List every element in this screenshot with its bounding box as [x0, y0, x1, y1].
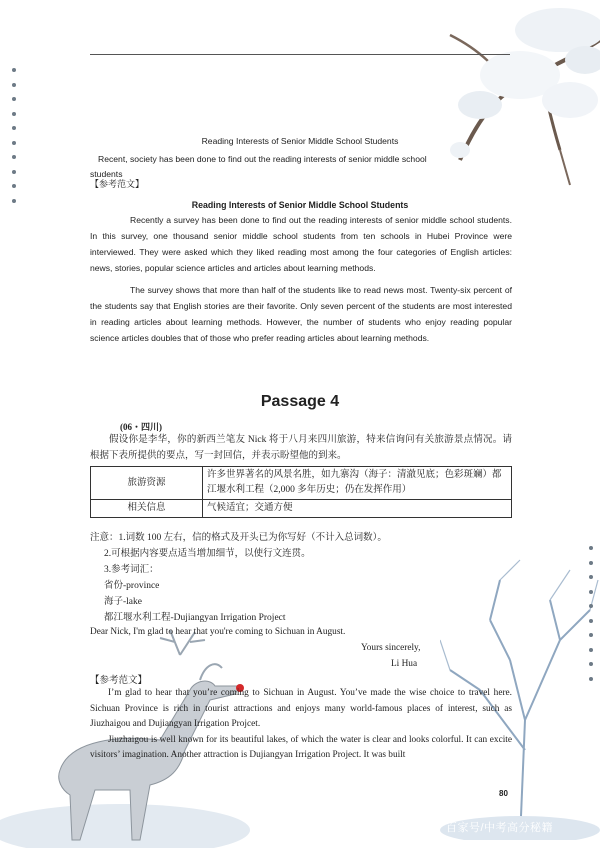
table-row: [91, 467, 512, 500]
vocab-item: 海子-lake: [104, 597, 142, 607]
decorative-dots-right: [589, 546, 593, 691]
table-value: 许多世界著名的风景名胜，如九寨沟（海子：清澈见底；色彩斑斓）都江堰水利工程（2,000 多年历史；仍在发挥作用）: [203, 467, 512, 500]
letter-opening: Dear Nick, I'm glad to hear that you're coming to Sichuan in August.: [90, 627, 346, 637]
notes: [90, 530, 520, 626]
table-value: 气候适宜；交通方便: [203, 500, 512, 518]
sample-essay-2: [90, 686, 512, 764]
vocab-item: 都江堰水利工程-Dujiangyan Irrigation Project: [104, 613, 286, 623]
sample-label-2: 【参考范文】: [90, 676, 148, 686]
letter-signature: Li Hua: [391, 659, 418, 669]
note-line: 注意：1.词数 100 左右，信的格式及开头已为你写好（不计入总词数）。: [90, 533, 387, 543]
sample-label-1: 【参考范文】: [90, 179, 145, 189]
vocab-item: 省份-province: [104, 581, 160, 591]
sample-title: Reading Interests of Senior Middle School Students: [191, 200, 409, 210]
essay-paragraph-1: I’m glad to hear that you’re coming to Sichuan in August. You’ve made the wise choice to travel here. Sichuan Province is rich in tourist attractions and enjoys many world-famous places of interest, such as Jiuzhaigou and Dujiangyan Irrigation Projcet.: [90, 688, 512, 730]
page-number: 80: [499, 789, 508, 798]
table-key: 旅游资源: [91, 467, 203, 500]
header-rule: [90, 54, 510, 55]
passage-source: (06・四川): [120, 422, 162, 432]
sample-paragraph-2: The survey shows that more than half of the students like to read news most. Twenty-six percent of the students say that English stories are their favorite. Only seven percent of the students are most interested in reading articles about learning methods. However, the number of students who enjoy reading popular science articles doubles that of those who prefer reading articles about learning methods.: [90, 285, 512, 343]
section1-prompt-cont: students: [90, 169, 123, 179]
sample-essay-1: [90, 212, 512, 346]
sample-paragraph-1: Recently a survey has been done to find out the reading interests of senior middle school students. In this survey, one thousand senior middle school students from ten schools in Hubei Province were interviewed. They were asked which they liked reading most among the four categories of English articles: news, stories, popular science articles and articles about learning methods.: [90, 215, 512, 273]
table-row: [91, 500, 512, 518]
section1-title: Reading Interests of Senior Middle School Students: [201, 136, 399, 146]
note-line: 2.可根据内容要点适当增加细节，以使行文连贯。: [104, 549, 311, 559]
section1-prompt: [98, 151, 512, 167]
passage-intro: 假设你是李华，你的新西兰笔友 Nick 将于八月来四川旅游，特来信询问有关旅游景点情况。请根据下表所提供的要点，写一封回信，并表示盼望他的到来。: [90, 435, 512, 461]
info-table: [90, 466, 512, 518]
essay-paragraph-2: Jiuzhaigou is well known for its beautiful lakes, of which the water is clear and looks colorful. It can excite visitors’ imagination. Another attraction is Dujiangyan Irrigation Project. It was built: [90, 734, 512, 761]
letter-closing: Yours sincerely,: [361, 643, 421, 653]
note-line: 3.参考词汇：: [104, 565, 159, 575]
watermark: 百家号/中考高分秘籍: [446, 822, 554, 834]
passage-heading: Passage 4: [260, 393, 340, 410]
section1-prompt-text: Recent, society has been done to find out the reading interests of senior middle school: [98, 154, 427, 164]
table-key: 相关信息: [91, 500, 203, 518]
